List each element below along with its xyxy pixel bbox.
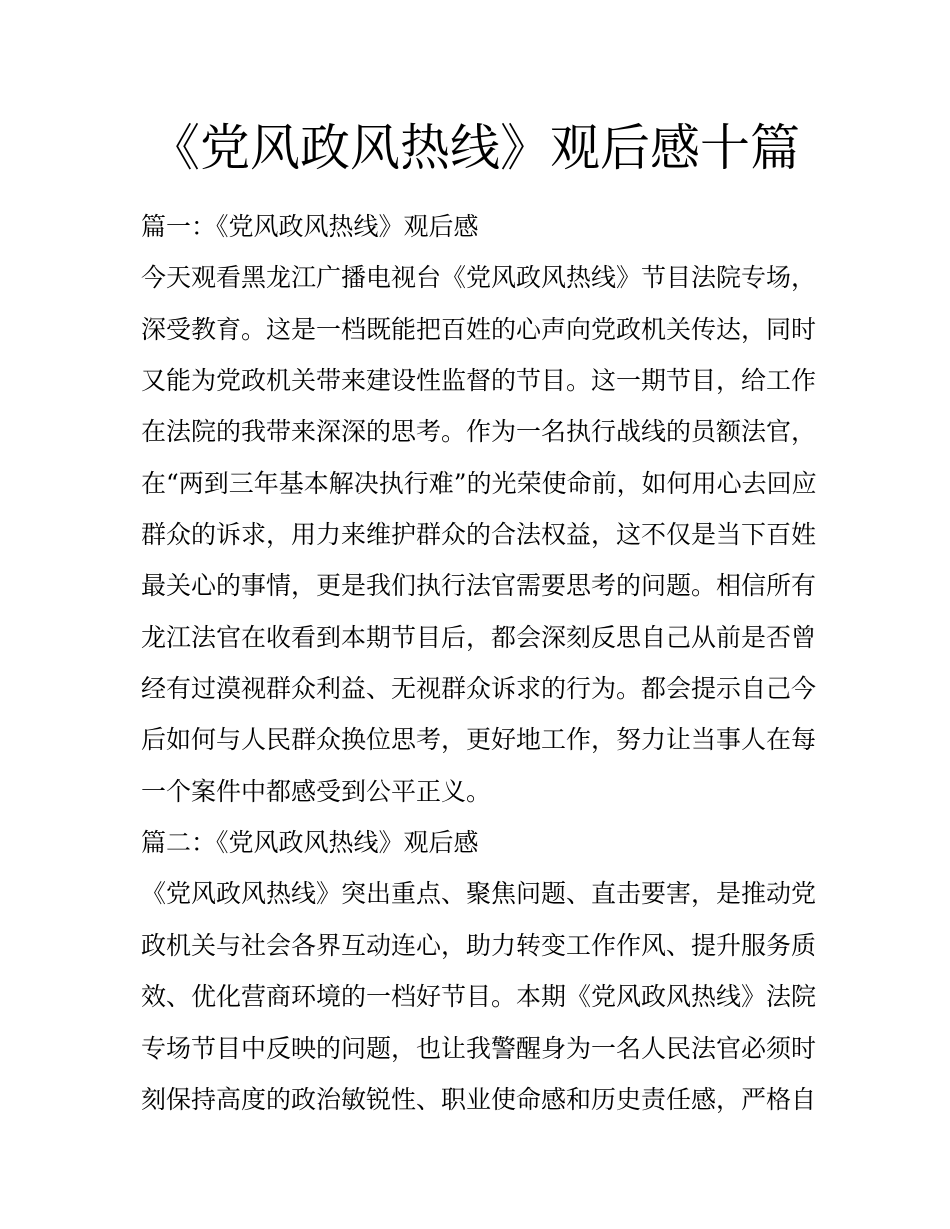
paragraph-line: 政机关与社会各界互动连心，助力转变工作作风、提升服务质 (141, 930, 817, 960)
paragraph-line: 刻保持高度的政治敏锐性、职业使命感和历史责任感，严格自 (141, 1084, 817, 1114)
paragraph-line: 后如何与人民群众换位思考，更好地工作，努力让当事人在每 (141, 725, 817, 755)
paragraph-line: 深受教育。这是一档既能把百姓的心声向党政机关传达，同时 (141, 314, 817, 344)
paragraph-line: 经有过漠视群众利益、无视群众诉求的行为。都会提示自己今 (141, 674, 817, 704)
paragraph-line: 今天观看黑龙江广播电视台《党风政风热线》节目法院专场， (141, 263, 817, 293)
paragraph-line: 专场节目中反映的问题，也让我警醒身为一名人民法官必须时 (141, 1033, 817, 1063)
section-heading: 篇一：《党风政风热线》观后感 (141, 212, 479, 241)
document-body (141, 201, 817, 1125)
paragraph-line: 一个案件中都感受到公平正义。 (141, 776, 492, 806)
paragraph-line: 又能为党政机关带来建设性监督的节目。这一期节目，给工作 (141, 366, 817, 396)
document-title: 《党风政风热线》观后感十篇 (150, 119, 800, 177)
paragraph-line: 《党风政风热线》突出重点、聚焦问题、直击要害，是推动党 (141, 879, 817, 909)
paragraph-line: 在“两到三年基本解决执行难”的光荣使命前，如何用心去回应 (141, 468, 817, 498)
paragraph-line: 龙江法官在收看到本期节目后，都会深刻反思自己从前是否曾 (141, 622, 817, 652)
paragraph-line: 效、优化营商环境的一档好节目。本期《党风政风热线》法院 (141, 982, 817, 1012)
section-heading: 篇二：《党风政风热线》观后感 (141, 828, 479, 858)
paragraph-line: 最关心的事情，更是我们执行法官需要思考的问题。相信所有 (141, 571, 817, 601)
paragraph-line: 在法院的我带来深深的思考。作为一名执行战线的员额法官， (141, 417, 817, 447)
paragraph-line: 群众的诉求，用力来维护群众的合法权益，这不仅是当下百姓 (141, 520, 817, 550)
